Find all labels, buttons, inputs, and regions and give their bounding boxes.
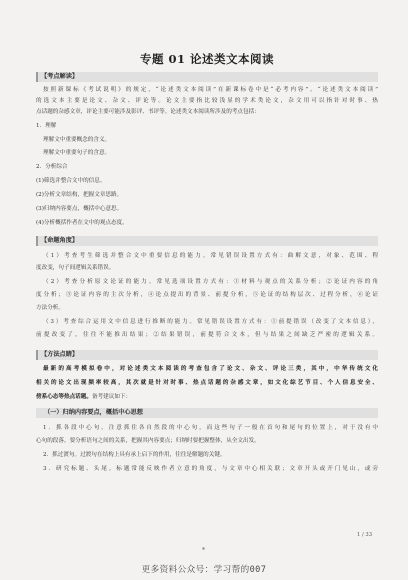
list-heading-analysis: 2．分析综合 [36, 164, 68, 170]
method-line: 1．抓各段中心句。注意抓住各自然段的中心句，而这些句子一般在首句和尾句的位置上，对于没有中 [43, 425, 378, 431]
kaodian-line: 点话题的杂感文章，评论主要可能涉及影评、书评等。论述类文本阅读所涉及的考点包括： [36, 109, 260, 115]
mingti-line: （1）考查考生筛选并整合文中重要信息的能力。常见错误设置方式有：曲解文意，对象、范围、程 [43, 253, 378, 259]
mingti-line: （3）考查综合运用文中信息进行推断的能力。常见错误设置方式有：①前提错误（改变了文本信息）， [43, 319, 378, 325]
list-item: (4)分析概括作者在文中的观点态度。 [36, 220, 128, 226]
page-title: 专题 01 论述类文本阅读 [139, 52, 274, 66]
list-item: (3)归纳内容要点，概括中心意思。 [36, 206, 123, 212]
fangfa-line [36, 394, 378, 401]
list-heading-understand: 1．理解 [36, 123, 57, 129]
fangfa-bold-line: 最新的高考模拟卷中，对论述类文本阅读的考查包含了论文、杂文、评论三类，其中，中华传统文化 [43, 366, 378, 372]
section-header-kaodian: 【考点解读】 [36, 72, 378, 82]
list-item: 理解文中重要句子的含意。 [43, 150, 111, 156]
mingti-line: 度改变，句子间逻辑关系错误。 [36, 265, 115, 271]
fangfa-bold-text: 傍系心态等热点话题。 [36, 394, 92, 400]
mingti-line: 度分析；③论证内容的主次分析，④论点提出的背景、前提分析，⑤论证的结构层次、过程分析，⑥论证 [36, 292, 378, 298]
list-item: (1)筛选并整合文中的信息。 [36, 178, 106, 184]
page-dot: * [202, 547, 205, 554]
method-line: 2．抓过渡句。过渡句在结构上具有承上启下的作用，往往是解题的关键。 [43, 452, 226, 458]
mingti-line: 前提改变了，往往不能推出结果；②结果错误，前提符合文本，但与结果之间缺乏严密的逻辑关系。 [36, 332, 378, 338]
kaodian-line: 的选文本主要是论文、杂文、评论等。论文主要指比较浅显的学术类论文，杂文用可以指针对时事、热 [36, 98, 378, 104]
page-number: 1 / 33 [357, 532, 372, 538]
subsection-header: （一）归纳内容要点，概括中心思想 [36, 408, 378, 418]
mingti-line: 方法分析。 [36, 305, 64, 311]
section-header-mingti: 【命题角度】 [36, 236, 378, 246]
list-item: 理解文中重要概念的含义。 [43, 137, 111, 143]
footer-watermark: 更多资料公众号：学习帮的007 [141, 565, 267, 575]
section-header-fangfa: 【方法点睛】 [36, 350, 378, 360]
method-line: 3．研究标题、头尾。标题常能反映作者立意的角度，与文章中心相关联；文章开头或开门见山，或旁 [43, 466, 378, 472]
fangfa-tail-text: 备考建议如下： [91, 394, 132, 400]
mingti-line: （2）考查分析原文论证的能力。常见选项设置方式有：①材料与观点的关系分析；②论证内容的角 [43, 279, 378, 285]
kaodian-line: 按照新课标《考试说明》的规定，“论述类文本阅读”在新课标卷中是“必考内容”。“论述类文本阅读” [43, 87, 378, 93]
fangfa-bold-line: 相关的论文出现频率较高，其次就是针对时事、热点话题的杂感文章，如文化综艺节目、个人信息安全、 [36, 380, 378, 386]
method-line: 心句的段落，要分析语句之间的关系，把握其内容要点；归纳时要把握整体，从全文出发。 [36, 438, 260, 444]
list-item: (2)分析文章结构，把握文章思路。 [36, 192, 123, 198]
